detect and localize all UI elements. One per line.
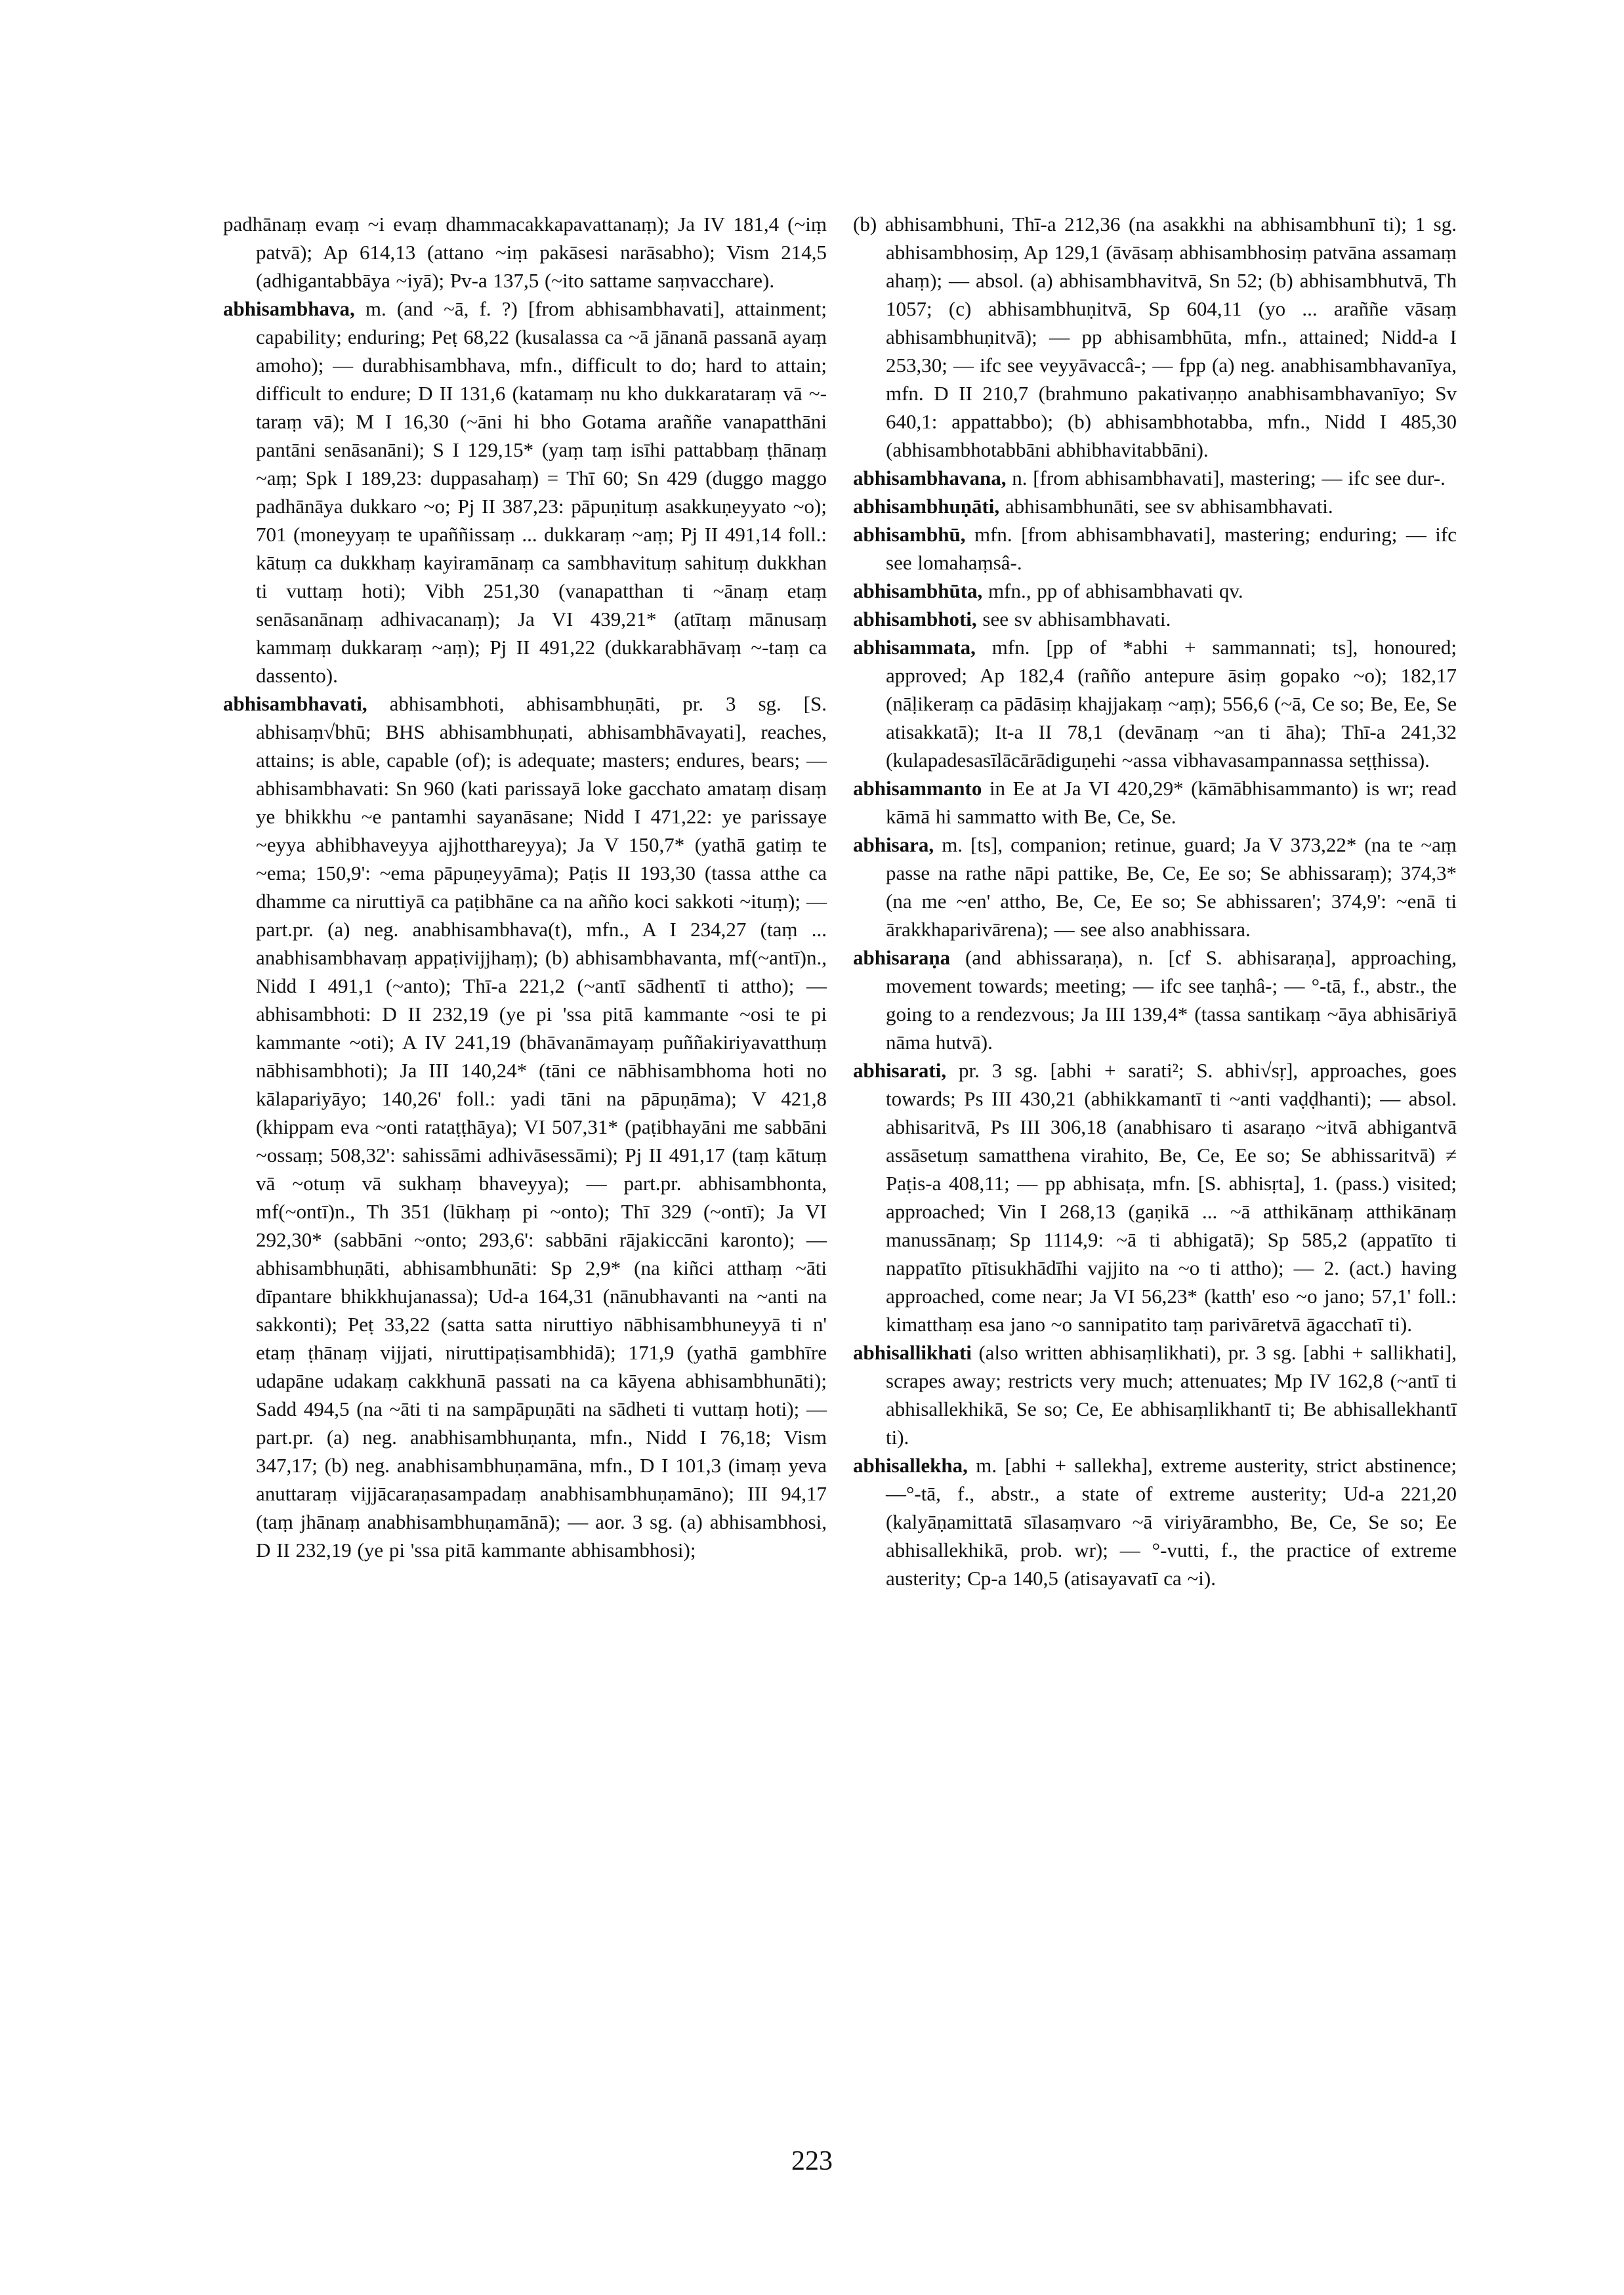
dictionary-entry [853, 774, 1457, 831]
entry-headword: abhisaraṇa [853, 946, 951, 969]
dictionary-entry [853, 464, 1457, 492]
entry-headword: abhisambhuṇāti, [853, 495, 1000, 518]
dictionary-entry [223, 295, 827, 690]
left-column [223, 210, 827, 1564]
entry-text: abhisambhunāti, see sv abhisambhavati. [1005, 495, 1333, 518]
entry-text: (also written abhisaṃlikhati), pr. 3 sg. [abhi + sallikhati], scrapes away; restricts very much; attenuates; Mp IV 162,8 (~antī ti abhisallekhikā, Se so; Ce, Ee abhisaṃlikhantī ti; Be abhisallekhantī ti). [886, 1341, 1457, 1449]
dictionary-entry [223, 690, 827, 1564]
entry-text: padhānaṃ evaṃ ~i evaṃ dhammacakkapavattanaṃ); Ja IV 181,4 (~iṃ patvā); Ap 614,13 (attano ~iṃ pakāsesi narāsabho); Vism 214,5 (adhigantabbāya ~iyā); Pv-a 137,5 (~ito sattame saṃvacchare). [223, 213, 827, 292]
dictionary-entry [853, 577, 1457, 605]
entry-text: in Ee at Ja VI 420,29* (kāmābhisammanto) is wr; read kāmā hi sammatto with Be, Ce, Se. [886, 777, 1457, 828]
entry-headword: abhisambhū, [853, 523, 966, 546]
entry-text: pr. 3 sg. [abhi + sarati²; S. abhi√sṛ], approaches, goes towards; Ps III 430,21 (abhikkamantī ti ~anti vaḍḍhanti); — absol. abhisaritvā, Ps III 306,18 (anabhisaro ti asaraṇo ~itvā abhigantvā assāsetuṃ samatthena virahito, Be, Ce, Ee so; Se abhissaritvā) ≠ Paṭis-a 408,11; — pp abhisaṭa, mfn. [S. abhisṛta], 1. (pass.) visited; approached; Vin I 268,13 (gaṇikā ... ~ā atthikānaṃ atthikānaṃ manussānaṃ; Sp 1114,9: ~ā ti abhigatā); Sp 585,2 (appatīto ti nappatīto pītisukhādīhi vajjito na ~o ti attho); — 2. (act.) having approached, come near; Ja VI 56,23* (katth' eso ~o jano; 57,1' foll.: kimatthaṃ esa jano ~o sannipatito taṃ parivāretvā āgacchatī ti). [886, 1059, 1457, 1336]
dictionary-entry [853, 943, 1457, 1056]
entry-headword: abhisarati, [853, 1059, 947, 1082]
entry-headword: abhisambhūta, [853, 579, 983, 602]
dictionary-entry [853, 633, 1457, 774]
entry-headword: abhisambhavati, [223, 692, 367, 715]
dictionary-entry [853, 492, 1457, 520]
entry-text: (b) abhisambhuni, Thī-a 212,36 (na asakkhi na abhisambhunī ti); 1 sg. abhisambhosiṃ, Ap 129,1 (āvāsaṃ abhisambhosiṃ patvāna assamaṃ ahaṃ); — absol. (a) abhisambhavitvā, Sn 52; (b) abhisambhutvā, Th 1057; (c) abhisambhuṇitvā, Sp 604,11 (yo ... araññe vāsaṃ abhisambhuṇitvā); — pp abhisambhūta, mfn., attained; Nidd-a I 253,30; — ifc see veyyāvaccâ-; — fpp (a) neg. anabhisambhavanīya, mfn. D II 210,7 (brahmuno pakativaṇṇo anabhisambhavanīyo; Sv 640,1: appattabbo); (b) abhisambhotabba, mfn., Nidd I 485,30 (abhisambhotabbāni abhibhavitabbāni). [853, 213, 1457, 461]
entry-text: m. [abhi + sallekha], extreme austerity, strict abstinence; —°-tā, f., abstr., a state of extreme austerity; Ud-a 221,20 (kalyāṇamittatā sīlasaṃvaro ~ā viriyārambho, Be, Ce, Se so; Ee abhisallekhikā, prob. wr); — °-vutti, f., the practice of extreme austerity; Cp-a 140,5 (atisayavatī ca ~i). [886, 1454, 1457, 1590]
entry-text: mfn. [pp of *abhi + sammannati; ts], honoured; approved; Ap 182,4 (rañño antepure āsiṃ gopako ~o); 182,17 (nāḷikeraṃ ca pādāsiṃ khajjakaṃ ~aṃ); 556,6 (~ā, Ce so; Be, Ee, Se atisakkatā); It-a II 78,1 (devānaṃ ~an ti āha); Thī-a 241,32 (kulapadesasīlācārādiguṇehi ~assa vibhavasampannassa seṭṭhissa). [886, 636, 1457, 772]
dictionary-entry [853, 1451, 1457, 1592]
entry-headword: abhisallikhati [853, 1341, 972, 1364]
entry-text: mfn., pp of abhisambhavati qv. [988, 579, 1243, 602]
dictionary-entry [853, 831, 1457, 943]
entry-text: n. [from abhisambhavati], mastering; — ifc see dur-. [1012, 466, 1446, 489]
page-number: 223 [791, 2146, 833, 2176]
entry-text: (and abhissaraṇa), n. [cf S. abhisaraṇa], approaching, movement towards; meeting; — ifc see taṇhâ-; — °-tā, f., abstr., the going to a rendezvous; Ja III 139,4* (tassa santikaṃ ~āya abhisāriyā nāma hutvā). [886, 946, 1457, 1054]
entry-headword: abhisallekha, [853, 1454, 968, 1477]
entry-headword: abhisambhavana, [853, 466, 1007, 489]
entry-text: m. [ts], companion; retinue, guard; Ja V 373,22* (na te ~aṃ passe na rathe nāpi pattike, Be, Ce, Ee so; Se abhissaraṃ); 374,3* (na me ~en' attho, Be, Ce, Ee so; Se abhissaren'; 374,9': ~enā ti ārakkhaparivārena); — see also anabhissara. [886, 833, 1457, 941]
dictionary-entry [853, 210, 1457, 464]
entry-text: mfn. [from abhisambhavati], mastering; enduring; — ifc see lomahaṃsâ-. [886, 523, 1457, 574]
dictionary-entry [853, 1056, 1457, 1338]
entry-text: abhisambhoti, abhisambhuṇāti, pr. 3 sg. [S. abhisaṃ√bhū; BHS abhisambhuṇati, abhisambhāvayati], reaches, attains; is able, capable (of); is adequate; masters; endures, bears; — abhisambhavati: Sn 960 (kati parissayā loke gacchato amataṃ disaṃ ye bhikkhu ~e pantamhi sayanāsane; Nidd I 471,22: ye parissaye ~eyya abhibhaveyya ajjhotthareyya); Ja V 150,7* (yathā gatiṃ te ~ema; 150,9': ~ema pāpuṇeyyāma); Paṭis II 193,30 (tassa atthe ca dhamme ca niruttiyā ca paṭibhāne ca na añño koci sakkoti ~ituṃ); — part.pr. (a) neg. anabhisambhava(t), mfn., A I 234,27 (taṃ ... anabhisambhavaṃ appaṭivijjhaṃ); (b) abhisambhavanta, mf(~antī)n., Nidd I 491,1 (~anto); Thī-a 221,2 (~antī sādhentī ti attho); — abhisambhoti: D II 232,19 (ye pi 'ssa pitā kammante ~osi te pi kammante ~oti); A IV 241,19 (bhāvanāmayaṃ puññakiriyavatthuṃ nābhisambhoti); Ja III 140,24* (tāni ce nābhisambhoma hoti no kālapariyāyo; 140,26' foll.: yadi tāni na pāpuṇāma); V 421,8 (khippam eva ~onti rataṭṭhāya); VI 507,31* (paṭibhayāni me sabbāni ~ossaṃ; 508,32': sahissāmi adhivāsessāmi); Pj II 491,17 (taṃ kātuṃ vā ~otuṃ vā sukhaṃ bhaveyya); — part.pr. abhisambhonta, mf(~ontī)n., Th 351 (lūkhaṃ pi ~onto); Thī 329 (~ontī); Ja VI 292,30* (sabbāni ~onto; 293,6': sabbāni rājakiccāni karonto); — abhisambhuṇāti, abhisambhunāti: Sp 2,9* (na kiñci atthaṃ ~āti dīpantare bhikkhujanassa); Ud-a 164,31 (nānubhavanti na ~anti na sakkonti); Peṭ 33,22 (satta satta niruttiyo nābhisambhuneyyā ti n' etaṃ ṭhānaṃ vijjati, niruttipaṭisambhidā); 171,9 (yathā gambhīre udapāne udakaṃ cakkhunā passati na ca kāyena abhisambhunāti); Sadd 494,5 (na ~āti ti na sampāpuṇāti na sādheti ti vuttaṃ hoti); — part.pr. (a) neg. anabhisambhuṇanta, mfn., Nidd I 76,18; Vism 347,17; (b) neg. anabhisambhuṇamāna, mfn., D I 101,3 (imaṃ yeva anuttaraṃ vijjācaraṇasampadaṃ anabhisambhuṇamāno); III 94,17 (taṃ jhānaṃ anabhisambhuṇamānā); — aor. 3 sg. (a) abhisambhosi, D II 232,19 (ye pi 'ssa pitā kammante abhisambhosi); [256, 692, 827, 1561]
entry-headword: abhisara, [853, 833, 934, 856]
entry-text: see sv abhisambhavati. [982, 608, 1171, 631]
entry-text: m. (and ~ā, f. ?) [from abhisambhavati], attainment; capability; enduring; Peṭ 68,22 (kusalassa ca ~ā jānanā passanā ayaṃ amoho); — durabhisambhava, mfn., difficult to do; hard to attain; difficult to endure; D II 131,6 (katamaṃ nu kho dukkarataraṃ vā ~-taraṃ vā); M I 16,30 (~āni hi bho Gotama araññe vanapatthāni pantāni senāsanāni); S I 129,15* (yaṃ taṃ isīhi pattabbaṃ ṭhānaṃ ~aṃ; Spk I 189,23: duppasahaṃ) = Thī 60; Sn 429 (duggo maggo padhānāya dukkaro ~o; Pj II 387,23: pāpuṇituṃ asakkuṇeyyato ~o); 701 (moneyyaṃ te upaññissaṃ ... dukkaraṃ ~aṃ; Pj II 491,14 foll.: kātuṃ ca dukkhaṃ kayiramānaṃ ca sambhavituṃ sahituṃ dukkhan ti vuttaṃ hoti); Vibh 251,30 (vanapatthan ti ~ānaṃ etaṃ senāsanānaṃ adhivacanaṃ); Ja VI 439,21* (atītaṃ mānusaṃ kammaṃ dukkaraṃ ~aṃ); Pj II 491,22 (dukkarabhāvaṃ ~-taṃ ca dassento). [256, 297, 827, 687]
dictionary-entry [223, 210, 827, 295]
entry-headword: abhisambhava, [223, 297, 355, 320]
dictionary-entry [853, 1338, 1457, 1451]
entry-headword: abhisambhoti, [853, 608, 977, 631]
dictionary-entry [853, 605, 1457, 633]
entry-headword: abhisammata, [853, 636, 976, 659]
dictionary-entry [853, 520, 1457, 577]
right-column [853, 210, 1457, 1592]
entry-headword: abhisammanto [853, 777, 982, 800]
